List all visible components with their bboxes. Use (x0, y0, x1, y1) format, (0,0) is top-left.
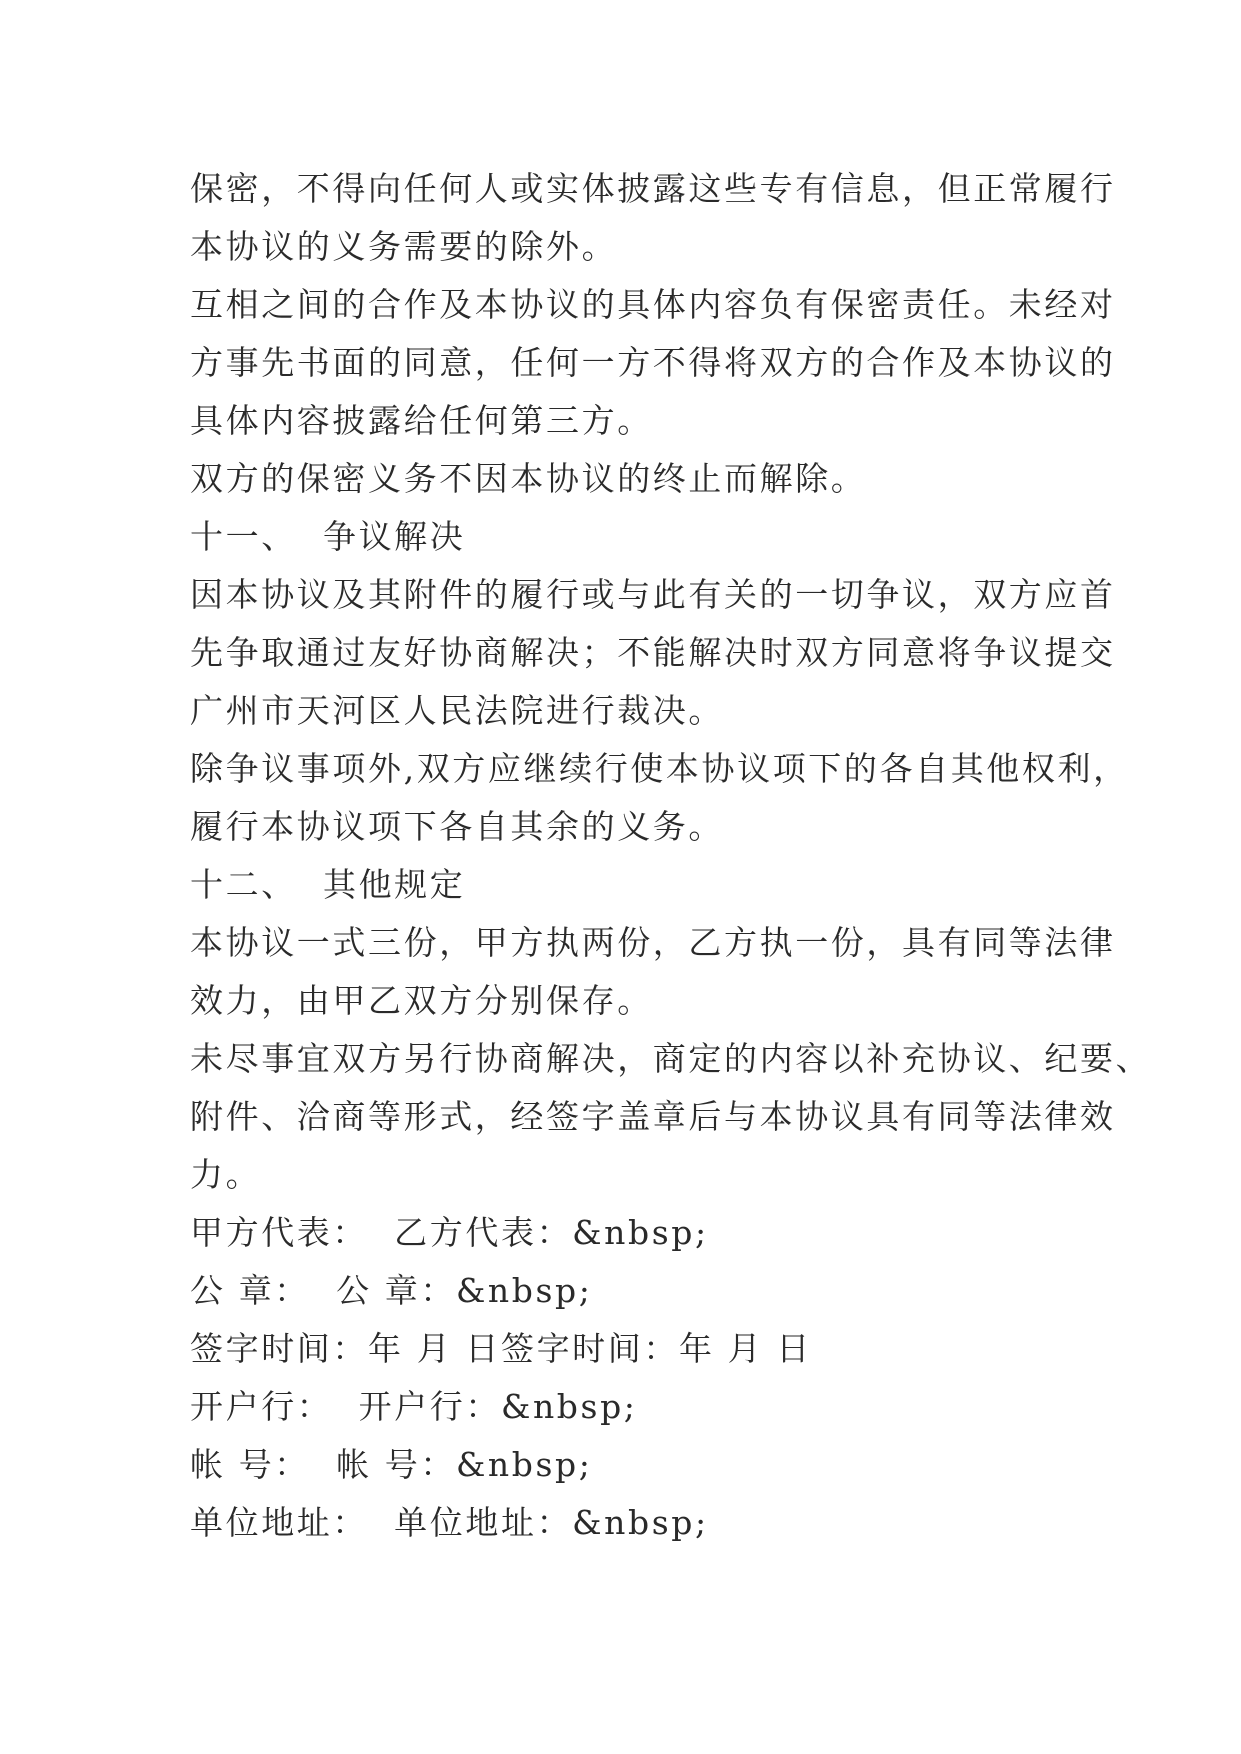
signature-seal: 公 章： 公 章：&nbsp; (190, 1271, 593, 1310)
section-heading-dispute: 十一、 争议解决 (190, 517, 466, 556)
paragraph-line: 本协议的义务需要的除外。 (190, 227, 618, 266)
paragraph-line: 未尽事宜双方另行协商解决，商定的内容以补充协议、纪要、 (190, 1039, 1152, 1078)
paragraph-line: 履行本协议项下各自其余的义务。 (190, 807, 724, 846)
paragraph-line: 附件、洽商等形式，经签字盖章后与本协议具有同等法律效 (190, 1097, 1116, 1136)
document-body (190, 160, 1152, 1552)
paragraph-line: 广州市天河区人民法院进行裁决。 (190, 691, 724, 730)
paragraph-line: 方事先书面的同意，任何一方不得将双方的合作及本协议的 (190, 343, 1116, 382)
section-heading-other: 十二、 其他规定 (190, 865, 466, 904)
paragraph-line: 双方的保密义务不因本协议的终止而解除。 (190, 459, 867, 498)
signature-date: 签字时间：年 月 日签字时间：年 月 日 (190, 1329, 812, 1368)
signature-account: 帐 号： 帐 号：&nbsp; (190, 1445, 593, 1484)
paragraph-line: 效力，由甲乙双方分别保存。 (190, 981, 653, 1020)
paragraph-line: 除争议事项外,双方应继续行使本协议项下的各自其他权利， (190, 749, 1129, 788)
paragraph-line: 先争取通过友好协商解决；不能解决时双方同意将争议提交 (190, 633, 1116, 672)
signature-address: 单位地址： 单位地址：&nbsp; (190, 1503, 709, 1542)
paragraph-line: 互相之间的合作及本协议的具体内容负有保密责任。未经对 (190, 285, 1116, 324)
paragraph-line: 本协议一式三份，甲方执两份，乙方执一份，具有同等法律 (190, 923, 1116, 962)
signature-bank: 开户行： 开户行：&nbsp; (190, 1387, 638, 1426)
signature-representative: 甲方代表： 乙方代表：&nbsp; (190, 1213, 709, 1252)
paragraph-line: 力。 (190, 1155, 262, 1194)
paragraph-line: 因本协议及其附件的履行或与此有关的一切争议，双方应首 (190, 575, 1116, 614)
paragraph-line: 具体内容披露给任何第三方。 (190, 401, 653, 440)
paragraph-line: 保密，不得向任何人或实体披露这些专有信息，但正常履行 (190, 169, 1116, 208)
